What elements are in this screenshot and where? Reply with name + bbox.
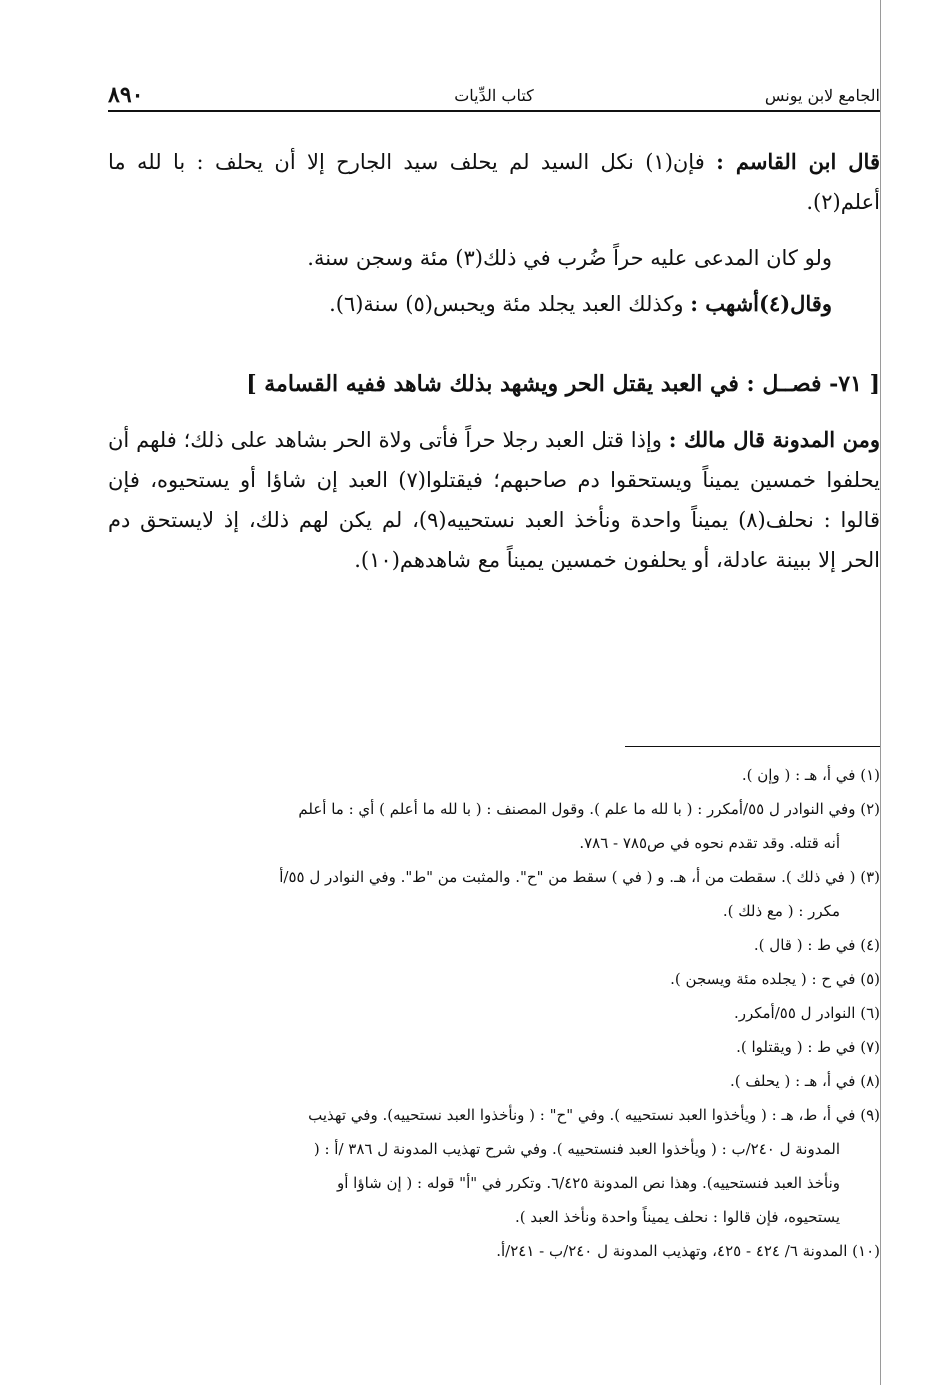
footnote-continuation: المدونة ل ٢٤٠/ب : ( ويأخذوا العبد فنستحييه ). وفي شرح تهذيب المدونة ل ٣٨٦ /أ : (: [313, 1140, 840, 1158]
footnote: (٤) في ط : ( قال ).: [753, 936, 880, 954]
footnote-continuation: يستحيوه، فإن قالوا : نحلف يميناً واحدة ونأخذ العبد ).: [514, 1208, 840, 1226]
footnote: (٢) وفي النوادر ل ٥٥/أمكرر : ( با لله ما علم ). وقول المصنف : ( با لله ما أعلم ) أي : ما أعلم: [298, 800, 880, 818]
paragraph-text: وإذا قتل العبد رجلا حراً فأتى ولاة الحر بشاهد على ذلك؛ فلهم أن يحلفوا خمسين يميناً ويستحقوا دم صاحبهم؛ فيقتلوا(٧) العبد إن شاؤا أو يستحيوه، فإن قالوا : نحلف(٨) يميناً واحدة ونأخذ العبد نستحييه(٩)، لم يكن لهم ذلك، إذ لايستحق دم الحر إلا ببينة عادلة، أو يحلفون خمسين يميناً مع شاهدهم(١٠).: [108, 428, 881, 572]
footnote: (٨) في أ، هـ : ( يحلف ).: [729, 1072, 880, 1090]
footnote-continuation: ونأخذ العبد فنستحييه). وهذا نص المدونة ٦/٤٢٥. وتكرر في "أ" قوله : ( إن شاؤا أو: [336, 1174, 840, 1192]
page-number: ٨٩٠: [108, 82, 144, 108]
speaker-label: وقال(٤)أشهب :: [690, 291, 832, 316]
footnote: (٩) في أ، ط، هـ : ( ويأخذوا العبد نستحييه ). وفي "ح" : ( ونأخذوا العبد نستحييه). وفي تهذيب: [308, 1106, 880, 1124]
speaker-label: ومن المدونة قال مالك :: [668, 427, 880, 452]
paragraph-text: فإن(١) نكل السيد لم يحلف سيد الجارح إلا أن يحلف : با لله ما أعلم(٢).: [108, 150, 880, 214]
section-heading: [ ٧١- فصــل : في العبد يقتل الحر ويشهد بذلك شاهد ففيه القسامة ]: [246, 371, 880, 397]
paragraph-ibn-al-qasim: [108, 142, 880, 222]
paragraph-text: ولو كان المدعى عليه حراً ضُرب في ذلك(٣) مئة وسجن سنة.: [307, 246, 832, 270]
footnotes: [108, 758, 880, 1268]
paragraph-ashhab: [108, 284, 880, 324]
footnote: (٣) ( في ذلك ). سقطت من أ، هـ. و ( في ) سقط من "ح". والمثبت من "ط". وفي النوادر ل ٥٥/أ: [279, 868, 880, 886]
footnote: (٧) في ط : ( ويقتلوا ).: [736, 1038, 880, 1056]
speaker-label: قال ابن القاسم :: [716, 149, 880, 174]
running-header: [108, 82, 880, 110]
footnote-continuation: مكرر : ( مع ذلك ).: [722, 902, 840, 920]
header-rule: [108, 110, 880, 112]
paragraph-mudawwana: [108, 420, 880, 580]
footnote: (٦) النوادر ل ٥٥/أمكرر.: [733, 1004, 880, 1022]
page-edge-line: [880, 0, 881, 1385]
footnote: (١٠) المدونة ٦/ ٤٢٤ - ٤٢٥، وتهذيب المدونة ل ٢٤٠/ب - ٢٤١/أ.: [496, 1242, 880, 1260]
book-title: كتاب الدِّيات: [454, 86, 534, 105]
paragraph-free-defendant: [108, 238, 880, 278]
footnote-continuation: أنه قتله. وقد تقدم نحوه في ص٧٨٥ - ٧٨٦.: [579, 834, 840, 852]
footnote: (٥) في ح : ( يجلده مئة ويسجن ).: [670, 970, 880, 988]
footnote-separator: [625, 746, 880, 747]
footnote: (١) في أ، هـ : ( وإن ).: [741, 766, 880, 784]
work-title: الجامع لابن يونس: [764, 86, 880, 105]
paragraph-text: وكذلك العبد يجلد مئة ويحبس(٥) سنة(٦).: [329, 292, 684, 316]
